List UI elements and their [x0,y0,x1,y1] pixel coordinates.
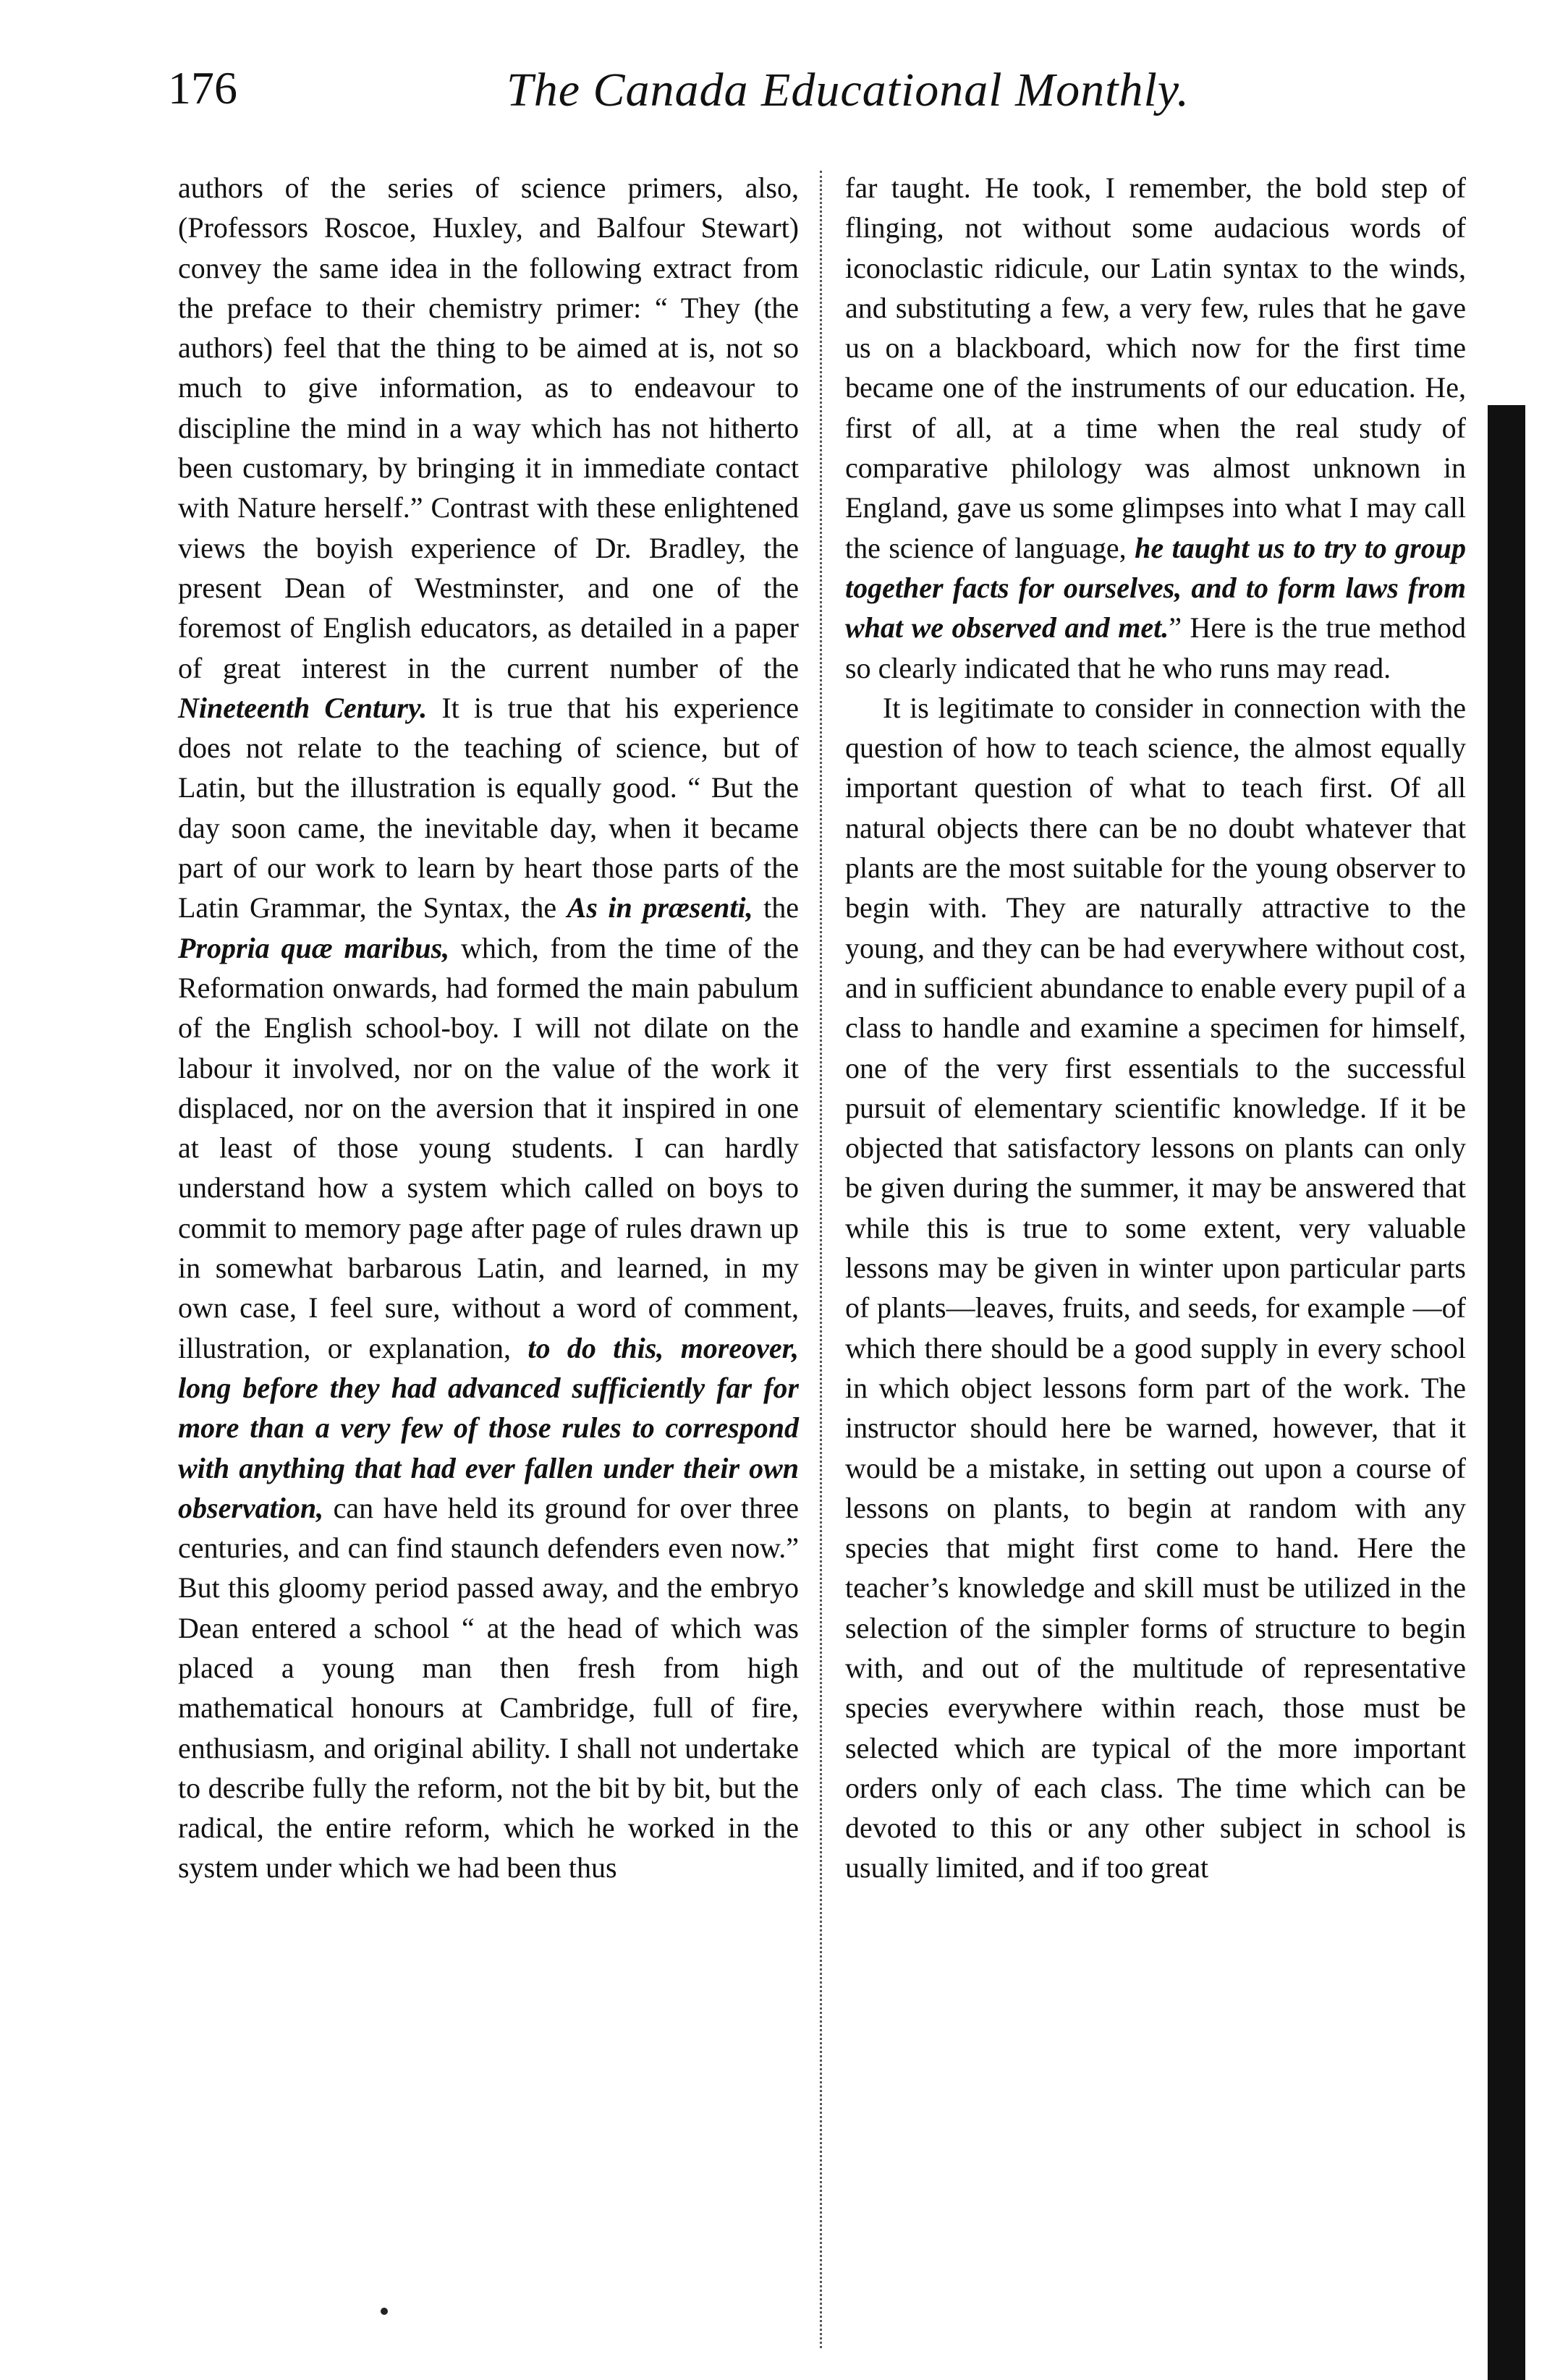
latin-phrase: As in præsenti, [567,891,753,925]
right-column [845,168,1466,1888]
scan-edge-shadow [1488,405,1525,2380]
page-number: 176 [168,62,237,114]
text-run: authors of the series of science primers, also, (Professors Roscoe, Huxley, and Balfour Stewart) convey the same idea in the following extract from the preface to their chemistry primer: “ They (the authors) feel that the thing to be aimed at is, not so much to give information, as to endeavour to discipline the mind in a way which has not hitherto been customary, by bringing it in immediate contact with Nature herself.” Contrast with these enlightened views the boyish experience of Dr. Bradley, the present Dean of Westminster, and one of the foremost of English educators, as detailed in a paper of great interest in the current number of the [178,171,799,684]
left-column-paragraph [178,168,799,1888]
right-column-paragraph [845,168,1466,688]
emphasized-passage: he taught us to try to group together facts for ourselves, and to form laws from what we observed and met. [845,531,1466,645]
running-head-title: The Canada Educational Monthly. [507,64,1190,116]
text-run: which, from the time of the Reformation onwards, had formed the main pabulum of the English school-boy. I will not dilate on the labour it involved, nor on the value of the work it displaced, nor on the aversion that it inspired in one at least of those young students. I can hardly understand how a system which called on boys to commit to memory page after page of rules drawn up in somewhat barbarous Latin, and learned, in my own case, I feel sure, without a word of comment, illustration, or explanation, [178,931,800,1364]
text-run: the [753,891,799,925]
column-rule [820,171,822,2348]
emphasized-passage: to do this, moreover, long before they had advanced sufficiently far for more than a very few of those rules to correspond with anything that had ever fallen under their own observation, [178,1331,799,1524]
scan-speck [381,2308,388,2315]
latin-phrase: Propria quæ maribus, [178,931,450,964]
text-run: far taught. He took, I remember, the bold step of flinging, not without some audacious words of iconoclastic ridicule, our Latin syntax to the winds, and substituting a few, a very few, rules that he gave us on a blackboard, which now for the first time became one of the instruments of our education. He, first of all, at a time when the real study of comparative philology was almost unknown in England, gave us some glimpses into what I may call the science of language, [845,171,1466,564]
text-run: It is true that his experience does not relate to the teaching of science, but of Latin, but the illustration is equally good. “ But the day soon came, the inevitable day, when it became part of our work to learn by heart those parts of the Latin Grammar, the Syntax, the [178,691,799,925]
text-run: can have held its ground for over three centuries, and can find staunch defenders even now.” But this gloomy period passed away, and the embryo Dean entered a school “ at the head of which was placed a young man then fresh from high mathematical honours at Cambridge, full of fire, enthusiasm, and original ability. I shall not undertake to describe fully the reform, not the bit by bit, but the radical, the entire reform, which he worked in the system under which we had been thus [178,1491,799,1884]
left-column [178,168,799,1888]
right-column-paragraph: It is legitimate to consider in connection with the question of how to teach science, the almost equally important question of what to teach first. Of all natural objects there can be no doubt whatever that plants are the most suitable for the young observer to begin with. They are naturally attractive to the young, and they can be had everywhere without cost, and in sufficient abundance to enable every pupil of a class to handle and examine a specimen for himself, one of the very first essentials to the successful pursuit of elementary scientific knowledge. If it be objected that satisfactory lessons on plants can only be given during the summer, it may be answered that while this is true to some extent, very valuable lessons may be given in winter upon particular parts of plants—leaves, fruits, and seeds, for example —of which there should be a good supply in every school in which object lessons form part of the work. The instructor should here be warned, however, that it would be a mistake, in setting out upon a course of lessons on plants, to begin at random with any species that might first come to hand. Here the teacher’s knowledge and skill must be utilized in the selection of the simpler forms of structure to begin with, and out of the multitude of representative species everywhere within reach, those must be selected which are typical of the more important orders only of each class. The time which can be devoted to this or any other subject in school is usually limited, and if too great [845,691,1466,1884]
journal-title: Nineteenth Century. [178,691,428,724]
text-run: ” Here is the true method so clearly indicated that he who runs may read. [845,611,1467,684]
